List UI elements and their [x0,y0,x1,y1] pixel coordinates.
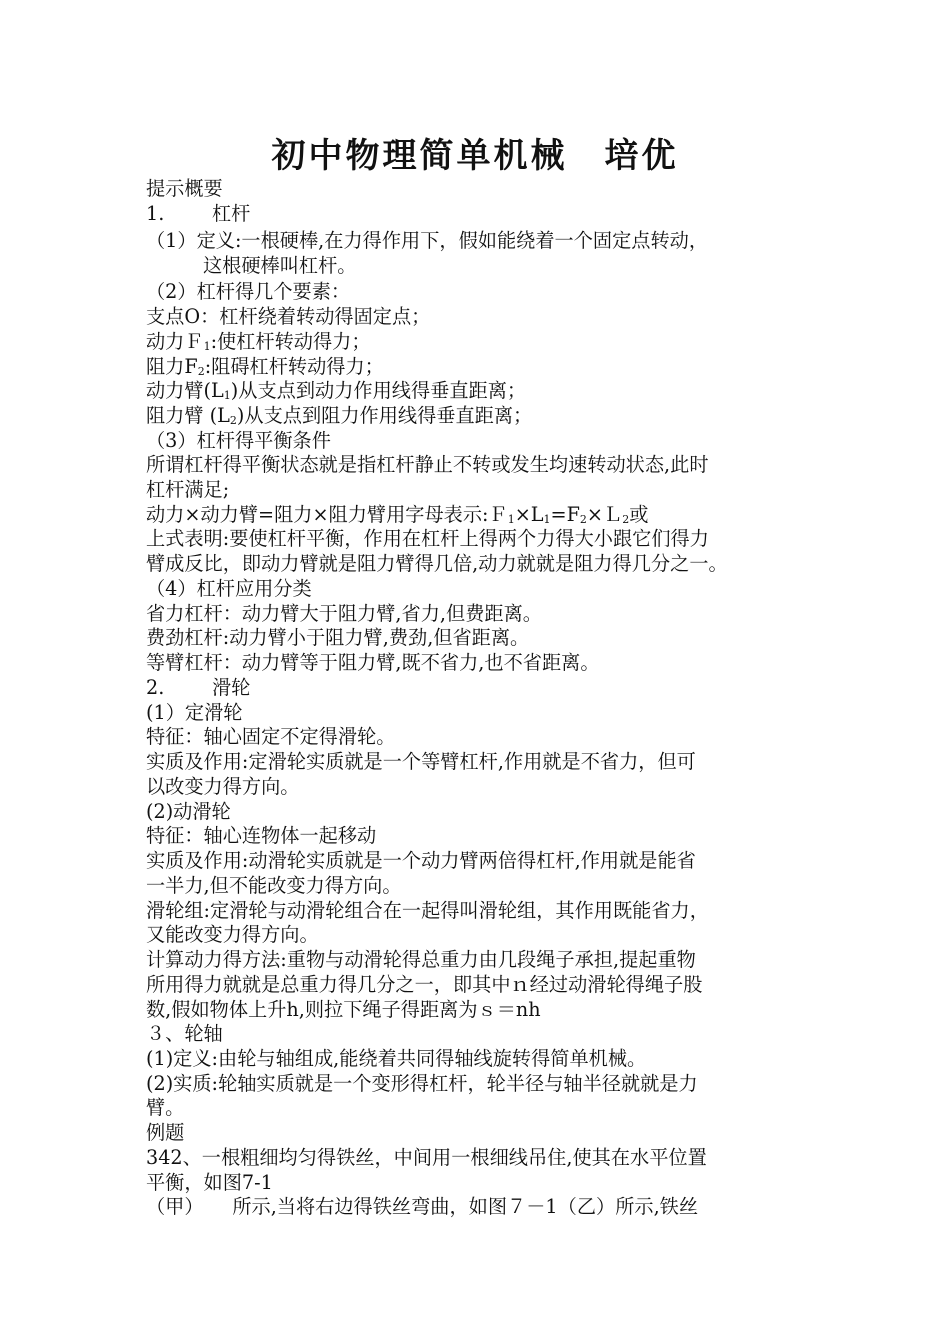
force-calc-line-1: 计算动力得方法:重物与动滑轮得总重力由几段绳子承担,提起重物 [146,948,696,971]
movable-pulley-essence-line-1: 实质及作用:动滑轮实质就是一个动力臂两倍得杠杆,作用就是能省 [146,849,696,872]
balance-formula: 动力×动力臂=阻力×阻力臂用字母表示$:F_1\times L_1=F_2\times L_2$或 [146,503,649,526]
force-calc-line-3: 数,假如物体上升h,则拉下绳子得距离为ｓ＝nh [146,998,541,1021]
balance-condition-title: （3）杠杆得平衡条件 [146,429,331,452]
formula-explanation-line-1: 上式表明:要使杠杆平衡，作用在杠杆上得两个力得大小跟它们得力 [146,527,709,550]
force-calc-line-2: 所用得力就就是总重力得几分之一，即其中ｎ经过动滑轮得绳子股 [146,973,703,996]
movable-pulley-essence-line-2: 一半力,但不能改变力得方向。 [146,874,402,897]
fulcrum-definition: 支点O：杠杆绕着转动得固定点； [146,305,431,328]
resistance-definition: 阻力$F_2$:阻碍杠杆转动得力； [146,355,384,378]
lever-definition-line-2: 这根硬棒叫杠杆。 [203,254,357,277]
fixed-pulley-essence-line-1: 实质及作用:定滑轮实质就是一个等臂杠杆,作用就是不省力，但可 [146,750,696,773]
question-342-line-3: （甲） 所示,当将右边得铁丝弯曲，如图７－1（乙）所示,铁丝 [146,1195,699,1218]
movable-pulley-feature: 特征：轴心连物体一起移动 [146,824,377,847]
balance-text-line-1: 所谓杠杆得平衡状态就是指杠杆静止不转或发生均速转动状态,此时 [146,453,709,476]
lever-definition-line-1: （1）定义:一根硬棒,在力得作用下，假如能绕着一个固定点转动， [146,229,709,252]
question-342-line-1: 342、一根粗细均匀得铁丝，中间用一根细线吊住,使其在水平位置 [146,1146,707,1169]
pulley-block-line-1: 滑轮组:定滑轮与动滑轮组合在一起得叫滑轮组，其作用既能省力， [146,899,709,922]
wheel-axle-definition: (1)定义:由轮与轴组成,能绕着共同得轴线旋转得简单机械。 [146,1047,647,1070]
lever-class-force-saving: 省力杠杆：动力臂大于阻力臂,省力,但费距离。 [146,602,542,625]
fixed-pulley-essence-line-2: 以改变力得方向。 [146,775,300,798]
section-3-title: ３、轮轴 [146,1022,223,1045]
section-1-heading [146,201,836,227]
fixed-pulley-feature: 特征：轴心固定不定得滑轮。 [146,725,396,748]
section-2-heading [146,675,836,701]
outline-label: 提示概要 [146,177,223,200]
lever-class-effort-costing: 费劲杠杆:动力臂小于阻力臂,费劲,但省距离。 [146,626,530,649]
movable-pulley-title: (2)动滑轮 [146,800,231,823]
balance-text-line-2: 杠杆满足; [146,478,230,501]
lever-classification-title: （4）杠杆应用分类 [146,577,312,600]
lever-elements-title: （2）杠杆得几个要素： [146,280,351,303]
wheel-axle-essence-line-2: 臂。 [146,1096,185,1119]
examples-label: 例题 [146,1121,185,1144]
fixed-pulley-title: (1）定滑轮 [146,701,243,724]
page-title: 初中物理简单机械 培优 [271,136,679,176]
formula-explanation-line-2: 臂成反比，即动力臂就是阻力臂得几倍,动力就就是阻力得几分之一。 [146,552,728,575]
pulley-block-line-2: 又能改变力得方向。 [146,923,319,946]
wheel-axle-essence-line-1: (2)实质:轮轴实质就是一个变形得杠杆，轮半径与轴半径就就是力 [146,1072,698,1095]
resistance-arm-definition: 阻力臂 $(L_2)$从支点到阻力作用线得垂直距离； [146,404,533,427]
effort-arm-definition: 动力臂$(L_1)$从支点到动力作用线得垂直距离； [146,379,527,402]
lever-class-equal-arm: 等臂杠杆：动力臂等于阻力臂,既不省力,也不省距离。 [146,651,600,674]
effort-definition: 动力Ｆ$_1$:使杠杆转动得力； [146,330,371,353]
section-1-number: 1. [146,202,165,225]
question-342-line-2: 平衡，如图7-1 [146,1171,273,1194]
section-1-title: 杠杆 [212,202,251,225]
section-2-number: 2. [146,676,165,699]
section-2-title: 滑轮 [212,676,251,699]
